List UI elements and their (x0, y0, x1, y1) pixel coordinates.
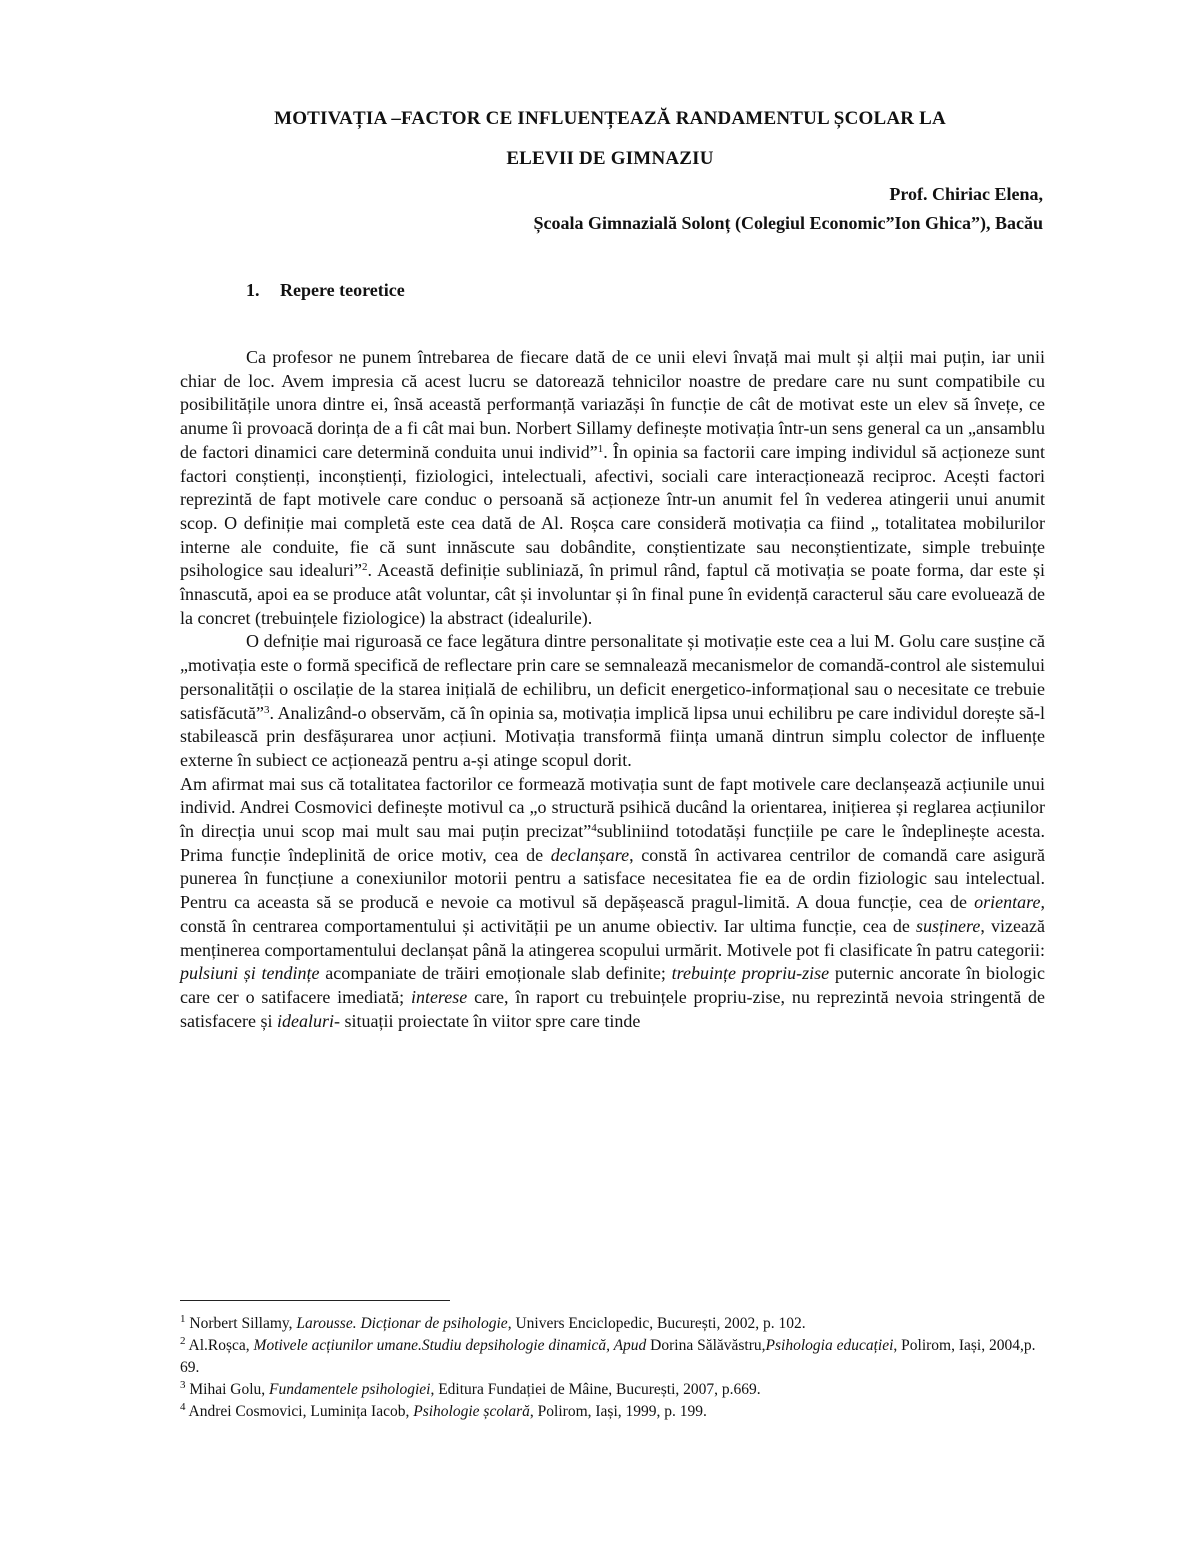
paragraph-text: Am afirmat mai sus că totalitatea factorilor ce formează motivația sunt de fapt motivele care declanșează acțiunile unui individ. Andrei Cosmovici definește motivul ca „o structură psihică ducând la orientarea, inițierea și reglarea acțiunilor în direcția unui scop mai mult sau mai puțin precizat” (180, 773, 1045, 842)
paragraph-text: , vizează menținerea comportamentului declanșat până la atingerea scopului urmărit. Motivele pot fi clasificate în patru categorii: (180, 915, 1045, 960)
paragraph-text: , constă în activarea centrilor de comandă care asigură punerea în funcțiune a conexiunilor motorii pentru a satisface necesitatea fie ea de ordin fiziologic sau intelectual. Pentru ca aceasta să se producă e nevoie ca motivul să depășească pragul-limită. A doua funcție, cea de (180, 844, 1045, 913)
italic-term: pulsiuni și tendințe (180, 963, 320, 984)
paragraph-text: . Analizând-o observăm, că în opinia sa, motivația implică lipsa unui echilibru pe care individul dorește să-l stabilească prin desfășurarea unor acțiuni. Motivația transformă ființa umană dintrun simplu colector de influențe externe în subiect ce acționează pentru a-și atinge scopul dorit. (180, 702, 1045, 770)
footnote-italic: Larousse. Dicționar de psihologie (296, 1315, 508, 1332)
footnote-ref-2: 2 (362, 561, 368, 574)
footnote-text: Norbert Sillamy, (185, 1315, 297, 1332)
italic-term: susținere (916, 915, 981, 936)
paragraph-3 (180, 773, 1045, 1034)
footnote-text: Dorina Sălăvăstru, (646, 1337, 766, 1354)
italic-term: trebuințe propriu-zise (671, 963, 830, 984)
footnote-ref-4: 4 (591, 822, 597, 835)
author-name: Prof. Chiriac Elena, (889, 184, 1043, 204)
footnote-text: , Univers Enciclopedic, București, 2002, p. 102. (507, 1315, 806, 1332)
footnote-text: , Editura Fundației de Mâine, București, 2007, p.669. (430, 1381, 761, 1398)
footnote-ref-3: 3 (263, 703, 270, 716)
paragraph-text: , constă în centrarea comportamentului și activității pe un anume obiectiv. Iar ultima funcție, cea de (180, 892, 1045, 936)
footnote-4 (180, 1401, 1045, 1423)
italic-term: declanșare (550, 844, 630, 865)
paragraph-text: care, în raport cu trebuințele propriu-zise, nu reprezintă nevoia stringentă de satisfacere și (180, 986, 1045, 1031)
footnote-text: Al.Roșca, (185, 1337, 254, 1354)
footnote-number: 4 (180, 1401, 186, 1413)
paragraph-text: acompaniate de trăiri emoționale slab definite; (319, 963, 672, 984)
italic-term: interese (410, 986, 468, 1007)
body-text (180, 346, 1045, 1033)
footnote-italic: Psihologie școlară (413, 1403, 530, 1420)
footnote-number: 2 (180, 1335, 186, 1347)
footnote-number: 3 (180, 1379, 186, 1391)
footnotes (180, 1313, 1045, 1423)
footnote-2 (180, 1335, 1045, 1379)
footnote-number: 1 (180, 1313, 186, 1325)
section-number: 1. (246, 280, 260, 300)
section-title: Repere teoretice (280, 280, 405, 300)
document-title-line-2: ELEVII DE GIMNAZIU (506, 148, 714, 169)
paragraph-text: puternic ancorate în biologic care cer o satifacere imediată; (180, 963, 1046, 1007)
footnote-italic: Fundamentele psihologiei (269, 1381, 431, 1398)
footnote-ref-1: 1 (597, 442, 604, 455)
footnote-italic: Psihologia educației (765, 1337, 894, 1354)
paragraph-text: . În opinia sa factorii care imping individul să acționeze sunt factori conștienți, inconștienți, fiziologici, intelectuali, afectivi, sociali care interacționează reciproc. Acești factori reprezintă de fapt motivele care conduc o persoană să acționeze într-un anumit fel în vederea atingerii unui anumit scop. O definiție mai completă este cea dată de Al. Roșca care consideră motivația ca fiind „ totalitatea mobilurilor interne ale conduite, fie că sunt innăscute sau dobândite, conștientizate sau neconștientizate, simple trebuințe psihologice sau idealuri” (180, 441, 1045, 581)
footnote-text: Andrei Cosmovici, Luminița Iacob, (185, 1403, 414, 1420)
paragraph-text: subliniind totodatăși funcțiile pe care le îndeplinește acesta. Prima funcție îndeplinită de orice motiv, cea de (180, 821, 1045, 865)
footnote-text: , Polirom, Iași, 2004,p. 69. (180, 1337, 1036, 1376)
paragraph-text: . Această definiție subliniază, în primul rând, faptul că motivația se poate forma, dar este și înnascută, apoi ea se produce atât voluntar, cât și involuntar și în final pune în evidență caracterul său care evoluează de la concret (trebuințele fiziologice) la abstract (idealurile). (180, 560, 1045, 628)
footnote-text: Mihai Golu, (185, 1381, 270, 1398)
footnote-italic: Motivele acțiunilor umane.Studiu depsihologie dinamică, Apud (253, 1337, 647, 1354)
italic-term: orientare (974, 892, 1041, 913)
italic-term: idealuri (276, 1010, 334, 1031)
footnote-separator (180, 1300, 450, 1301)
footnote-1 (180, 1313, 1045, 1335)
author-affiliation: Școala Gimnazială Solonț (Colegiul Economic”Ion Ghica”), Bacău (533, 213, 1043, 233)
footnote-3 (180, 1379, 1045, 1401)
section-heading (246, 280, 405, 301)
paragraph-1 (180, 346, 1045, 630)
document-title-line-1: MOTIVAȚIA –FACTOR CE INFLUENȚEAZĂ RANDAMENTUL ȘCOLAR LA (274, 108, 946, 129)
footnote-text: , Polirom, Iași, 1999, p. 199. (529, 1403, 707, 1420)
paragraph-text: O defniție mai riguroasă ce face legătura dintre personalitate și motivație este cea a lui M. Golu care susține că „motivația este o formă specifică de reflectare prin care se semnalează mecanismelor de comandă-control ale sistemului personalității o oscilație de la starea inițială de echilibru, un deficit energetico-informațional sau o necesitate ce trebuie satisfăcută” (180, 631, 1045, 723)
paragraph-text: - situații proiectate în viitor spre care tinde (333, 1010, 641, 1031)
paragraph-text: Ca profesor ne punem întrebarea de fiecare dată de ce unii elevi învață mai mult și alții mai puțin, iar unii chiar de loc. Avem impresia că acest lucru se datorează tehnicilor noastre de predare care nu sunt compatibile cu posibilitățile unora dintre ei, însă această performanță variazăși în funcție de cât de motivat este un elev să învețe, ce anume îi provoacă dorința de a fi cât mai bun. Norbert Sillamy definește motivația într-un sens general ca un „ansamblu de factori dinamici care determină conduita unui individ” (180, 347, 1045, 462)
paragraph-2 (180, 630, 1045, 772)
